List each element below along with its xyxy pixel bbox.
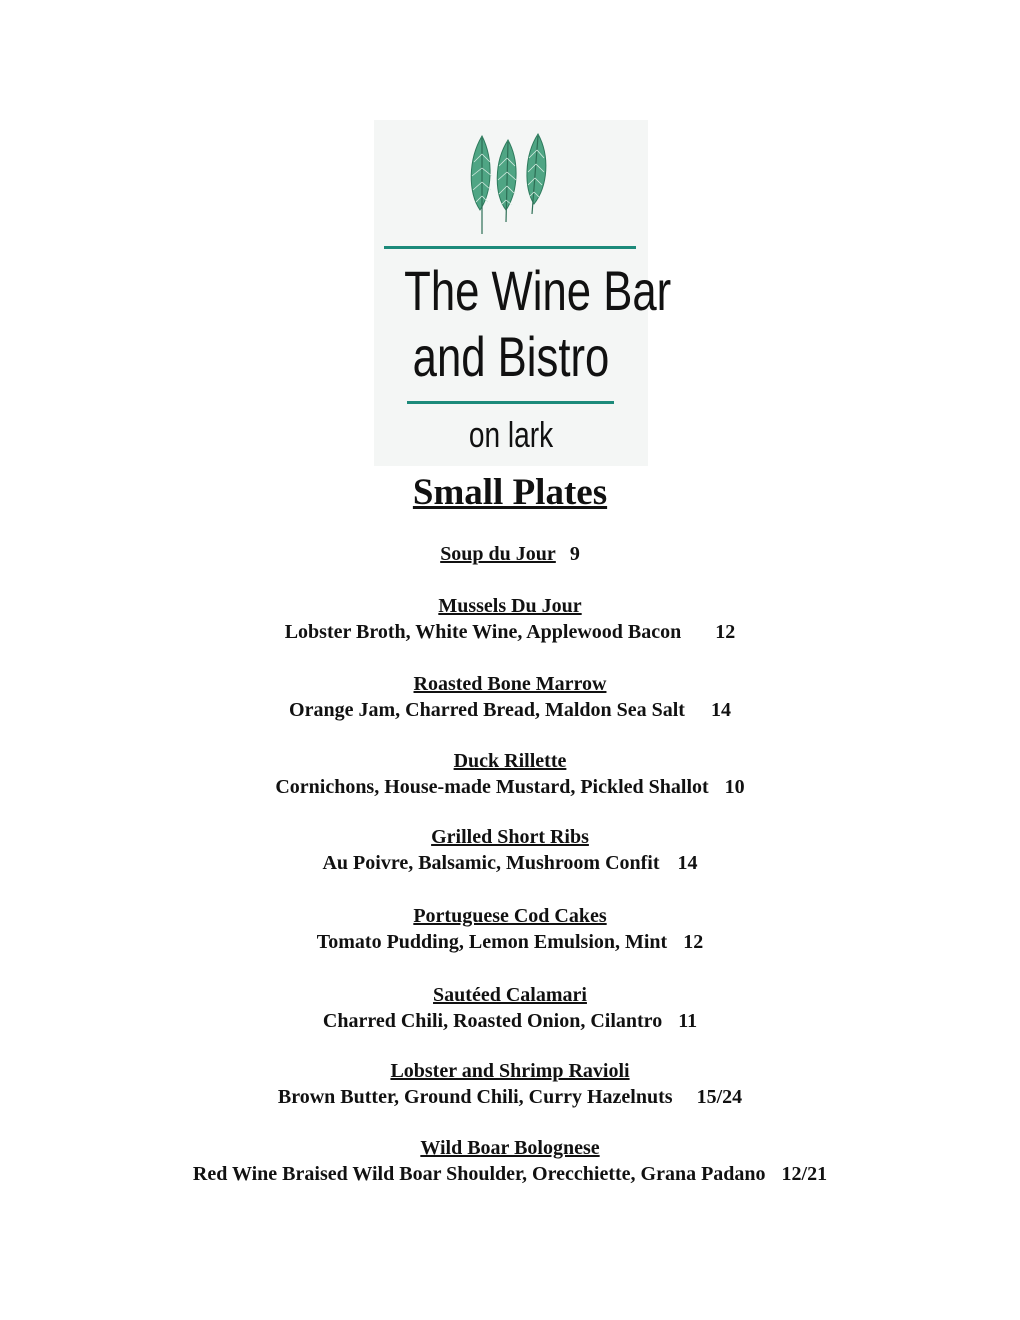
section-title-text: Small Plates xyxy=(412,472,608,513)
menu-item-description: Au Poivre, Balsamic, Mushroom Confit xyxy=(322,852,660,874)
logo-line-1: The Wine Bar xyxy=(404,259,672,322)
menu-item-name: Lobster and Shrimp Ravioli xyxy=(390,1060,630,1082)
logo-rule-bottom xyxy=(407,401,614,404)
menu-item-name: Portuguese Cod Cakes xyxy=(413,905,607,927)
menu-item xyxy=(0,982,1020,1034)
menu-item-name: Duck Rillette xyxy=(453,750,567,772)
menu-item xyxy=(0,1058,1020,1110)
menu-item-price: 11 xyxy=(678,1010,698,1032)
menu-item xyxy=(0,748,1020,800)
menu-item-description: Cornichons, House-made Mustard, Pickled Shallot xyxy=(275,776,709,798)
menu-item-name: Wild Boar Bolognese xyxy=(420,1137,600,1159)
logo-rule-top xyxy=(384,246,636,249)
menu-item-price: 10 xyxy=(724,776,745,798)
menu-item xyxy=(0,541,1020,567)
menu-item-description: Red Wine Braised Wild Boar Shoulder, Orecchiette, Grana Padano xyxy=(192,1163,766,1185)
restaurant-logo xyxy=(374,120,672,466)
menu-item-price: 12 xyxy=(715,621,736,643)
leaves-icon xyxy=(462,130,558,240)
menu-item-description: Orange Jam, Charred Bread, Maldon Sea Salt xyxy=(289,699,685,721)
menu-item xyxy=(0,824,1020,876)
menu-item-description: Charred Chili, Roasted Onion, Cilantro xyxy=(322,1010,663,1032)
menu-item-price: 15/24 xyxy=(696,1086,743,1108)
logo-line-2: and Bistro xyxy=(412,325,610,388)
menu-item-name: Mussels Du Jour xyxy=(438,595,582,617)
menu-item-name: Grilled Short Ribs xyxy=(431,826,589,848)
logo-line-3: on lark xyxy=(468,414,554,455)
menu-item-name: Soup du Jour xyxy=(440,543,556,565)
menu-item-description: Brown Butter, Ground Chili, Curry Hazelnuts xyxy=(277,1086,673,1108)
menu-item-price: 14 xyxy=(677,852,698,874)
menu-item-description: Lobster Broth, White Wine, Applewood Bacon xyxy=(284,621,682,643)
menu-item xyxy=(0,593,1020,645)
menu-item-name: Roasted Bone Marrow xyxy=(413,673,607,695)
menu-item-price: 9 xyxy=(569,543,580,565)
menu-item xyxy=(0,903,1020,955)
menu-item-price: 12/21 xyxy=(781,1163,828,1185)
section-title xyxy=(0,470,1020,516)
menu-item xyxy=(0,671,1020,723)
menu-item-description: Tomato Pudding, Lemon Emulsion, Mint xyxy=(316,931,668,953)
menu-item-price: 12 xyxy=(683,931,704,953)
menu-item-price: 14 xyxy=(710,699,731,721)
menu-item xyxy=(0,1135,1020,1187)
menu-item-name: Sautéed Calamari xyxy=(433,984,587,1006)
